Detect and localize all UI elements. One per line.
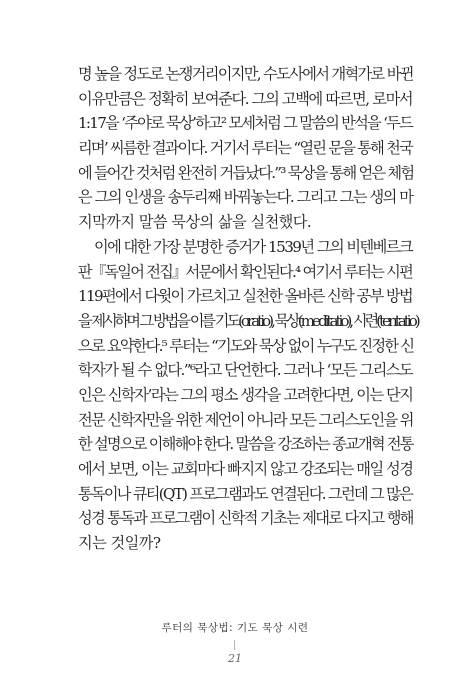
body-line-12: 으로 요약한다.⁵ 루터는 “기도와 묵상 없이 누구도 진정한 신 (78, 336, 414, 355)
body-line-13: 학자가 될 수 없다.”⁶라고 단언한다. 그러나 ‘모든 그리스도 (78, 361, 412, 380)
footer-divider (234, 640, 235, 650)
body-line-14: 인은 신학자’라는 그의 평소 생각을 고려한다면, 이는 단지 (78, 385, 413, 404)
body-line-19: 성경 통독과 프로그램이 신학적 기초는 제대로 다지고 행해 (78, 509, 413, 528)
body-line-16: 한 설명으로 이해해야 한다. 말씀을 강조하는 종교개혁 전통 (78, 435, 413, 454)
body-line-5: 에 들어간 것처럼 완전히 거듭났다.”³ 묵상을 통해 얻은 체험 (78, 163, 414, 182)
body-line-2: 이유만큼은 정확히 보여준다. 그의 고백에 따르면, 로마서 (78, 89, 413, 108)
body-line-15: 전문 신학자만을 위한 제언이 아니라 모든 그리스도인을 위 (78, 410, 413, 429)
page-number: 21 (228, 652, 242, 665)
body-line-7-paragraph-end: 지막까지 말씀 묵상의 삶을 실천했다. (78, 213, 312, 232)
body-line-11: 을 제시하며 그 방법을 이를 기도(oratio), 묵상(meditatio), 시련(tentatio) (78, 311, 418, 330)
body-line-6: 은 그의 인생을 송두리째 바꿔놓는다. 그리고 그는 생의 마 (78, 188, 413, 207)
running-title: 루터의 묵상법: 기도 묵상 시련 (161, 622, 309, 634)
body-line-3: 1:17을 ‘주야로 묵상’하고² 모세처럼 그 말씀의 반석을 ‘두드 (78, 114, 412, 133)
body-line-4: 리며’ 씨름한 결과이다. 거기서 루터는 “열린 문을 통해 천국 (78, 139, 412, 158)
body-line-9: 판『독일어 전집』서문에서 확인된다.⁴ 여기서 루터는 시편 (78, 262, 412, 281)
body-text (78, 62, 418, 556)
body-line-18: 통독이나 큐티(QT) 프로그램과도 연결된다. 그런데 그 많은 (78, 484, 412, 503)
body-line-1: 명 높을 정도로 논쟁거리이지만, 수도사에서 개혁가로 바뀐 (78, 65, 413, 83)
body-line-10: 119편에서 다윗이 가르치고 실천한 올바른 신학 공부 방법 (78, 287, 412, 306)
body-line-20-paragraph-end: 지는 것일까? (78, 534, 161, 553)
body-line-8-paragraph-start: 이에 대한 가장 분명한 증거가 1539년 그의 비텐베르크 (94, 237, 412, 256)
body-line-17: 에서 보면, 이는 교회마다 빠지지 않고 강조되는 매일 성경 (78, 460, 413, 478)
